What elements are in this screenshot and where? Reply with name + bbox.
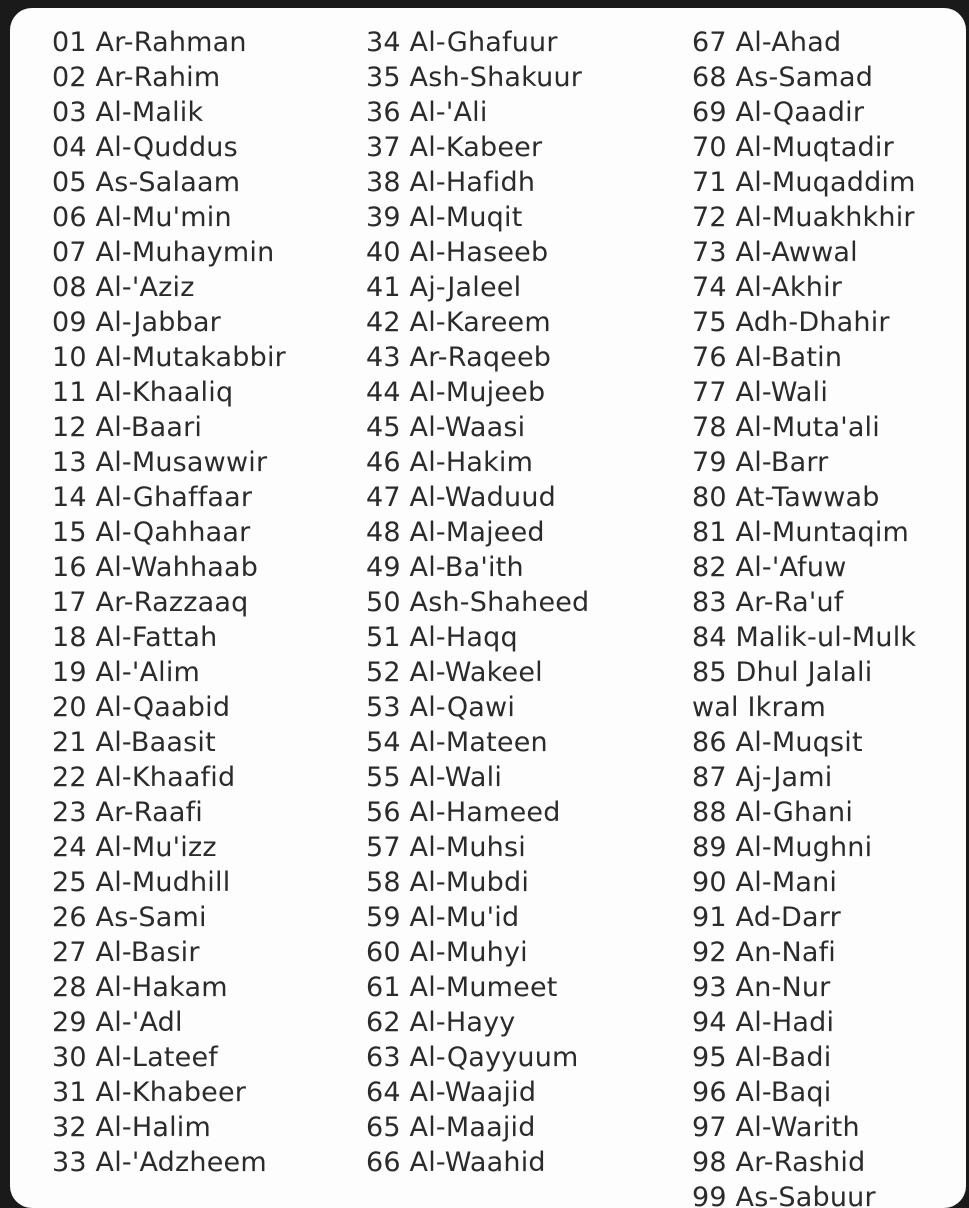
name-list-item: 01 Ar-Rahman [52,27,247,58]
name-list-item: 81 Al-Muntaqim [692,517,910,548]
name-list-item: 83 Ar-Ra'uf [692,587,844,618]
name-list-item: 48 Al-Majeed [366,517,545,548]
name-list-item: 28 Al-Hakam [52,972,228,1003]
name-list-item: 90 Al-Mani [692,867,838,898]
name-list-item: 75 Adh-Dhahir [692,307,890,338]
name-list-item: 37 Al-Kabeer [366,132,543,163]
names-column-1 [52,25,286,1180]
name-list-item: 51 Al-Haqq [366,622,518,653]
name-list-item: 13 Al-Musawwir [52,447,268,478]
name-list-item: 10 Al-Mutakabbir [52,342,286,373]
names-list-card [10,8,966,1208]
name-list-item: 45 Al-Waasi [366,412,526,443]
name-list-item: 76 Al-Batin [692,342,843,373]
names-column-3 [692,25,916,1208]
name-list-item: 22 Al-Khaafid [52,762,236,793]
name-list-item: 94 Al-Hadi [692,1007,835,1038]
name-list-item: 63 Al-Qayyuum [366,1042,579,1073]
name-list-item: 07 Al-Muhaymin [52,237,275,268]
name-list-item: 03 Al-Malik [52,97,204,128]
name-list-item: 73 Al-Awwal [692,237,858,268]
name-list-item: 66 Al-Waahid [366,1147,546,1178]
name-list-item: 82 Al-'Afuw [692,552,847,583]
name-list-item: 16 Al-Wahhaab [52,552,259,583]
name-list-item: 61 Al-Mumeet [366,972,558,1003]
name-list-item: 72 Al-Muakhkhir [692,202,915,233]
name-list-item: 20 Al-Qaabid [52,692,231,723]
name-list-item: 56 Al-Hameed [366,797,561,828]
name-list-item: 92 An-Nafi [692,937,837,968]
name-list-item: 52 Al-Wakeel [366,657,543,688]
name-list-item: 32 Al-Halim [52,1112,212,1143]
name-list-item: 89 Al-Mughni [692,832,873,863]
name-list-item: 93 An-Nur [692,972,831,1003]
name-list-item: 25 Al-Mudhill [52,867,231,898]
name-list-item: 06 Al-Mu'min [52,202,232,233]
name-list-item: 34 Al-Ghafuur [366,27,558,58]
name-list-item: 68 As-Samad [692,62,874,93]
name-list-item: 55 Al-Wali [366,762,503,793]
name-list-item: 36 Al-'Ali [366,97,488,128]
name-list-item: 50 Ash-Shaheed [366,587,590,618]
name-list-item: 41 Aj-Jaleel [366,272,522,303]
name-list-item: 43 Ar-Raqeeb [366,342,552,373]
name-list-item: 39 Al-Muqit [366,202,523,233]
name-list-item: 02 Ar-Rahim [52,62,221,93]
name-list-item: 80 At-Tawwab [692,482,880,513]
name-list-item: 65 Al-Maajid [366,1112,536,1143]
name-list-item: 96 Al-Baqi [692,1077,832,1108]
name-list-item: 97 Al-Warith [692,1112,860,1143]
name-list-item: 26 As-Sami [52,902,207,933]
name-list-item: 19 Al-'Alim [52,657,201,688]
name-list-item: 77 Al-Wali [692,377,829,408]
name-list-item: 47 Al-Waduud [366,482,556,513]
name-list-item: 27 Al-Basir [52,937,200,968]
name-list-item: 98 Ar-Rashid [692,1147,866,1178]
name-list-item: 40 Al-Haseeb [366,237,549,268]
name-list-item: 86 Al-Muqsit [692,727,863,758]
name-list-item: 78 Al-Muta'ali [692,412,880,443]
name-list-item: 33 Al-'Adzheem [52,1147,267,1178]
name-list-item: 79 Al-Barr [692,447,829,478]
name-list-item: 70 Al-Muqtadir [692,132,894,163]
name-list-item: 30 Al-Lateef [52,1042,218,1073]
name-list-item: 67 Al-Ahad [692,27,842,58]
name-list-item: 71 Al-Muqaddim [692,167,916,198]
name-list-item: 64 Al-Waajid [366,1077,537,1108]
name-list-item: 15 Al-Qahhaar [52,517,251,548]
name-list-item: 84 Malik-ul-Mulk [692,622,917,653]
name-list-item: 18 Al-Fattah [52,622,218,653]
name-list-item: 12 Al-Baari [52,412,203,443]
name-list-item: 59 Al-Mu'id [366,902,520,933]
name-list-item: 88 Al-Ghani [692,797,854,828]
name-list-item: 21 Al-Baasit [52,727,216,758]
name-list-item: 74 Al-Akhir [692,272,843,303]
name-list-item: 95 Al-Badi [692,1042,832,1073]
name-list-item: 17 Ar-Razzaaq [52,587,249,618]
name-list-item: 14 Al-Ghaffaar [52,482,253,513]
name-list-item: 49 Al-Ba'ith [366,552,524,583]
name-list-item: wal Ikram [692,692,827,723]
name-list-item: 35 Ash-Shakuur [366,62,583,93]
name-list-item: 53 Al-Qawi [366,692,516,723]
name-list-item: 58 Al-Mubdi [366,867,530,898]
name-list-item: 44 Al-Mujeeb [366,377,546,408]
name-list-item: 62 Al-Hayy [366,1007,516,1038]
name-list-item: 08 Al-'Aziz [52,272,195,303]
name-list-item: 46 Al-Hakim [366,447,534,478]
names-column-2 [366,25,589,1180]
name-list-item: 09 Al-Jabbar [52,307,221,338]
name-list-item: 99 As-Sabuur [692,1182,876,1208]
name-list-item: 04 Al-Quddus [52,132,238,163]
name-list-item: 31 Al-Khabeer [52,1077,247,1108]
name-list-item: 05 As-Salaam [52,167,241,198]
name-list-item: 11 Al-Khaaliq [52,377,234,408]
name-list-item: 91 Ad-Darr [692,902,841,933]
name-list-item: 42 Al-Kareem [366,307,551,338]
name-list-item: 54 Al-Mateen [366,727,548,758]
name-list-item: 24 Al-Mu'izz [52,832,217,863]
name-list-item: 60 Al-Muhyi [366,937,528,968]
name-list-item: 57 Al-Muhsi [366,832,526,863]
name-list-item: 23 Ar-Raafi [52,797,203,828]
name-list-item: 38 Al-Hafidh [366,167,536,198]
name-list-item: 69 Al-Qaadir [692,97,865,128]
name-list-item: 29 Al-'Adl [52,1007,183,1038]
name-list-item: 85 Dhul Jalali [692,657,873,688]
name-list-item: 87 Aj-Jami [692,762,833,793]
